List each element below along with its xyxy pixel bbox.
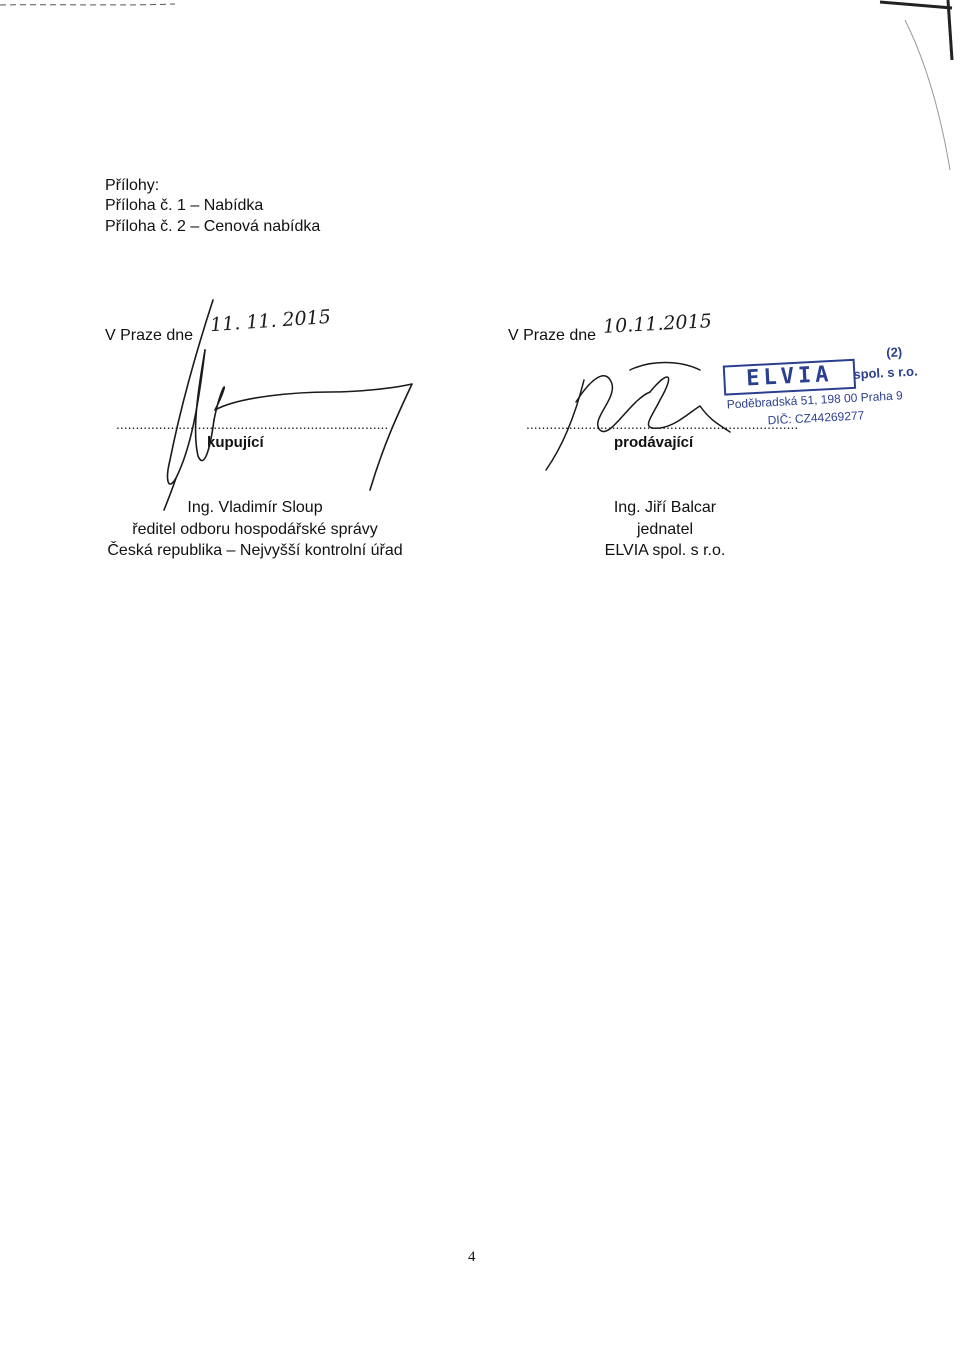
seller-place-label: V Praze dne [508, 327, 597, 344]
buyer-organization: Česká republika – Nejvyšší kontrolní úřad [107, 542, 403, 559]
attachments-heading: Přílohy: [105, 177, 160, 194]
stamp-tax-id: DIČ: CZ44269277 [767, 408, 865, 428]
buyer-signature [164, 300, 412, 510]
seller-signature-dots: ...................................................................... [526, 416, 799, 432]
buyer-name: Ing. Vladimír Sloup [187, 499, 323, 516]
seller-organization: ELVIA spol. s r.o. [604, 542, 726, 559]
buyer-role-label: kupující [207, 434, 264, 451]
attachment-item-2: Příloha č. 2 – Cenová nabídka [105, 218, 321, 235]
stamp-address: Poděbradská 51, 198 00 Praha 9 [726, 388, 904, 412]
buyer-signature-dots: ...................................................................... [116, 416, 389, 432]
stamp-logo: ELVIA [723, 359, 856, 396]
seller-position: jednatel [636, 521, 694, 538]
stamp-number: (2) [885, 344, 903, 361]
buyer-position: ředitel odboru hospodářské správy [132, 521, 378, 538]
seller-handwritten-date: 10.11.2015 [602, 310, 713, 338]
seller-name: Ing. Jiří Balcar [613, 499, 717, 516]
page-number: 4 [468, 1249, 476, 1265]
buyer-handwritten-date: 11. 11. 2015 [209, 305, 332, 337]
company-stamp [716, 341, 932, 442]
seller-role-label: prodávající [614, 434, 694, 451]
scan-artifacts [0, 0, 952, 170]
attachment-item-1: Příloha č. 1 – Nabídka [105, 197, 264, 214]
buyer-place-label: V Praze dne [105, 327, 194, 344]
stamp-company-suffix: spol. s r.o. [852, 363, 918, 382]
